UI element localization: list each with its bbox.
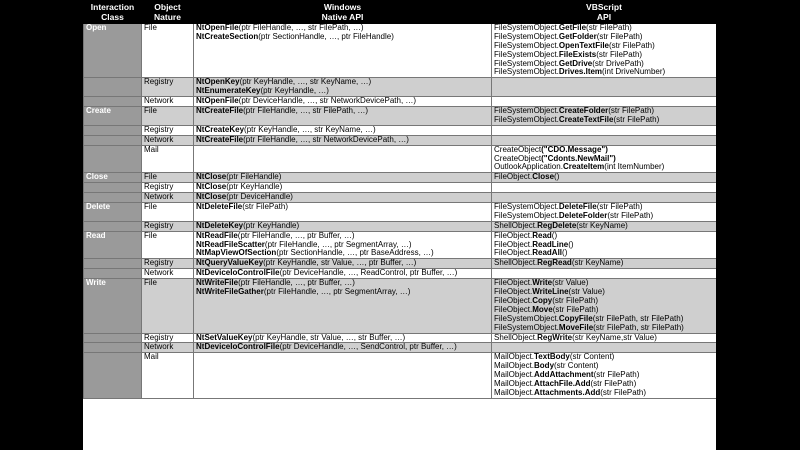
api-object: FileSystemObject. <box>494 322 559 332</box>
table-row <box>84 203 717 222</box>
table-row <box>84 78 717 97</box>
api-object: MailObject. <box>494 352 535 362</box>
header-line: Interaction <box>90 2 135 12</box>
api-arguments: (str FilePath, str FilePath) <box>592 313 684 323</box>
api-arguments: (ptr DeviceHandle, …, str NetworkDevicePath, …) <box>238 96 417 106</box>
api-arguments: (str FilePath) <box>600 387 647 397</box>
vbscript-api-cell <box>492 353 717 398</box>
interaction-class-cell <box>84 259 142 269</box>
api-function-name: NtMapViewOfSection <box>196 248 277 258</box>
windows-native-api-cell <box>194 353 492 398</box>
api-function-name: ReadLine <box>532 239 569 249</box>
api-object: FileSystemObject. <box>494 313 559 323</box>
api-arguments: (str FilePath) <box>613 114 660 124</box>
api-function-name: WriteLine <box>532 287 569 297</box>
table-header <box>84 1 717 24</box>
api-function-name: NtCreateFile <box>196 135 244 144</box>
windows-native-api-cell <box>194 173 492 183</box>
api-object: CreateObject <box>494 153 542 163</box>
api-function-name: MoveFile <box>558 322 594 332</box>
table-row <box>84 221 717 231</box>
api-arguments: (str FilePath) <box>593 370 640 380</box>
object-nature-cell: Registry <box>142 78 194 97</box>
interaction-class-cell <box>84 125 142 135</box>
object-nature-cell: Network <box>142 343 194 353</box>
api-call <box>196 183 490 192</box>
vbscript-api-cell <box>492 221 717 231</box>
api-function-name: NtDeleteFile <box>196 202 243 212</box>
interaction-class-cell <box>84 343 142 353</box>
windows-native-api-cell <box>194 145 492 173</box>
api-object: FileObject. <box>494 248 533 258</box>
api-function-name: RegWrite <box>537 333 573 342</box>
windows-native-api-cell <box>194 135 492 145</box>
vbscript-api-cell <box>492 24 717 78</box>
api-arguments: (ptr KeyHandle, str Value, …, ptr Buffer, …) <box>263 258 417 268</box>
api-function-name: NtCreateSection <box>196 31 259 41</box>
api-function-name: CreateFolder <box>558 106 609 116</box>
api-function-name: OpenTextFile <box>558 40 609 50</box>
api-function-name: NtOpenKey <box>196 77 240 87</box>
header-line: Object <box>154 2 181 12</box>
windows-native-api-cell <box>194 97 492 107</box>
api-function-name: Move <box>532 304 553 314</box>
api-object: ShellObject. <box>494 333 538 342</box>
api-object: FileObject. <box>494 304 533 314</box>
api-call <box>196 173 490 182</box>
vbscript-api-cell <box>492 145 717 173</box>
windows-native-api-cell <box>194 78 492 97</box>
api-arguments: (str KeyName) <box>576 221 628 230</box>
api-function-name: ("CDO.Message") <box>541 145 608 154</box>
windows-native-api-cell <box>194 107 492 126</box>
api-function-name: GetFile <box>558 23 587 32</box>
interaction-class-cell <box>84 135 142 145</box>
api-call <box>494 212 715 221</box>
api-arguments: () <box>551 231 558 240</box>
object-nature-cell: Mail <box>142 145 194 173</box>
api-arguments: (ptr DeviceHandle, …, ReadControl, ptr Buffer, …) <box>279 268 458 278</box>
object-nature-cell: Network <box>142 135 194 145</box>
api-arguments: (str FilePath) <box>552 295 599 305</box>
api-call <box>494 68 715 77</box>
vbscript-api-cell <box>492 269 717 279</box>
api-arguments: (str Content) <box>554 361 599 371</box>
interaction-class-cell <box>84 145 142 173</box>
vbscript-api-cell <box>492 231 717 259</box>
api-function-name: CreateItem <box>562 162 605 172</box>
api-object: MailObject. <box>494 361 535 371</box>
api-function-name: TextBody <box>534 352 570 362</box>
api-call <box>196 203 490 212</box>
api-call <box>196 136 490 145</box>
api-arguments: (str FilePath) <box>552 304 599 314</box>
api-object: FileSystemObject. <box>494 210 559 220</box>
api-function-name: GetFolder <box>558 31 597 41</box>
object-nature-cell: File <box>142 173 194 183</box>
object-nature-cell: File <box>142 107 194 126</box>
interaction-class-cell: Write <box>84 279 142 333</box>
api-function-name: NtDeviceIoControlFile <box>196 268 280 278</box>
table-body <box>84 24 717 399</box>
api-function-name: Copy <box>532 295 553 305</box>
api-arguments: (ptr KeyHandle) <box>226 182 283 192</box>
api-function-name: NtClose <box>196 172 227 182</box>
windows-native-api-cell <box>194 269 492 279</box>
api-arguments: (str FilePath) <box>596 31 643 41</box>
vbscript-api-cell <box>492 279 717 333</box>
api-function-name: NtQueryValueKey <box>196 258 264 268</box>
vbscript-api-cell <box>492 183 717 193</box>
api-arguments: (ptr FileHandle) <box>226 172 282 182</box>
table-row <box>84 259 717 269</box>
api-function-name: DeleteFolder <box>558 210 608 220</box>
api-function-name: Drives.Item <box>558 67 603 77</box>
table-row <box>84 183 717 193</box>
api-arguments: (ptr SectionHandle, …, ptr BaseAddress, …) <box>276 248 434 258</box>
object-nature-cell: Registry <box>142 221 194 231</box>
api-call <box>196 126 490 135</box>
vbscript-api-cell <box>492 333 717 343</box>
vbscript-api-cell <box>492 259 717 269</box>
api-function-name: NtCreateKey <box>196 125 245 134</box>
api-arguments: (str Content) <box>569 352 615 362</box>
api-object: MailObject. <box>494 379 535 389</box>
api-arguments: (ptr FileHandle, …, ptr SegmentArray, …) <box>263 287 411 297</box>
api-arguments: () <box>562 248 568 258</box>
table-row <box>84 269 717 279</box>
api-arguments: () <box>568 239 574 249</box>
vbscript-api-cell <box>492 203 717 222</box>
api-object: FileObject. <box>494 295 533 305</box>
api-arguments: (ptr DeviceHandle, …, SendControl, ptr Buffer, …) <box>279 342 457 352</box>
windows-native-api-cell <box>194 125 492 135</box>
api-function-name: CreateTextFile <box>558 114 614 124</box>
api-function-name: Body <box>534 361 555 371</box>
object-nature-cell: File <box>142 24 194 78</box>
windows-native-api-cell <box>194 203 492 222</box>
windows-native-api-cell <box>194 279 492 333</box>
vbscript-api-cell <box>492 97 717 107</box>
api-call <box>196 288 490 297</box>
windows-native-api-cell <box>194 343 492 353</box>
table-row <box>84 125 717 135</box>
vbscript-api-cell <box>492 193 717 203</box>
api-function-name: Read <box>532 231 552 240</box>
api-object: CreateObject <box>494 145 542 154</box>
api-object: FileObject. <box>494 287 533 297</box>
api-arguments: (ptr DeviceHandle) <box>226 192 293 202</box>
header-line: Windows <box>323 2 362 12</box>
interaction-class-cell: Delete <box>84 203 142 222</box>
object-nature-cell: Registry <box>142 125 194 135</box>
header-line: API <box>596 12 612 22</box>
api-object: FileSystemObject. <box>494 202 559 212</box>
api-function-name: DeleteFile <box>558 202 597 212</box>
api-arguments: (str FilePath) <box>608 106 655 116</box>
api-object: FileObject. <box>494 231 533 240</box>
api-object: FileSystemObject. <box>494 67 559 77</box>
table-row <box>84 135 717 145</box>
header-windows-native-api <box>194 1 492 24</box>
interaction-class-cell: Open <box>84 24 142 78</box>
vbscript-api-cell <box>492 343 717 353</box>
object-nature-cell: Registry <box>142 183 194 193</box>
api-call <box>196 33 490 42</box>
api-arguments: (ptr FileHandle, …, ptr SegmentArray, …) <box>264 239 412 249</box>
api-object: FileSystemObject. <box>494 49 559 59</box>
api-call <box>196 249 490 258</box>
api-function-name: Close <box>532 172 555 182</box>
api-arguments: (str FilePath) <box>607 210 654 220</box>
api-arguments: (ptr FileHandle, …, str FilePath, …) <box>243 106 369 116</box>
windows-native-api-cell <box>194 231 492 259</box>
interaction-class-cell <box>84 333 142 343</box>
api-arguments: (str Value) <box>552 278 589 288</box>
api-call <box>196 193 490 202</box>
api-function-name: Attachments.Add <box>534 387 601 397</box>
vbscript-api-cell <box>492 135 717 145</box>
header-object-nature <box>142 1 194 24</box>
api-call <box>494 324 715 333</box>
api-call <box>494 389 715 398</box>
api-function-name: Write <box>532 278 553 288</box>
api-function-name: NtWriteFile <box>196 278 239 288</box>
table-row <box>84 107 717 126</box>
table-row <box>84 231 717 259</box>
api-arguments: (ptr KeyHandle, …, str KeyName, …) <box>244 125 376 134</box>
windows-native-api-cell <box>194 259 492 269</box>
interaction-class-cell <box>84 97 142 107</box>
api-arguments: (str KeyName,str Value) <box>572 333 657 342</box>
table-row <box>84 24 717 78</box>
interaction-class-cell <box>84 78 142 97</box>
vbscript-api-cell <box>492 107 717 126</box>
api-arguments: (int DriveNumber) <box>602 67 666 77</box>
api-call <box>494 173 715 182</box>
api-object: FileSystemObject. <box>494 23 559 32</box>
object-nature-cell: File <box>142 279 194 333</box>
api-function-name: NtReadFileScatter <box>196 239 265 249</box>
table-row <box>84 145 717 173</box>
object-nature-cell: File <box>142 231 194 259</box>
windows-native-api-cell <box>194 24 492 78</box>
api-function-name: FileExists <box>558 49 597 59</box>
api-arguments: (str FilePath) <box>596 49 643 59</box>
api-call <box>196 87 490 96</box>
api-function-name: NtEnumerateKey <box>196 86 261 96</box>
vbscript-api-cell <box>492 173 717 183</box>
object-nature-cell: File <box>142 203 194 222</box>
object-nature-cell: Mail <box>142 353 194 398</box>
api-object: ShellObject. <box>494 258 538 268</box>
api-function-name: ReadAll <box>532 248 563 258</box>
api-object: OutlookApplication. <box>494 162 563 172</box>
table-row <box>84 333 717 343</box>
api-function-name: CopyFile <box>558 313 593 323</box>
interaction-class-cell: Create <box>84 107 142 126</box>
api-arguments: (str Value) <box>568 287 605 297</box>
table-row <box>84 353 717 398</box>
object-nature-cell: Registry <box>142 333 194 343</box>
api-object: FileSystemObject. <box>494 40 559 50</box>
api-arguments: (int ItemNumber) <box>604 162 665 172</box>
header-interaction-class <box>84 1 142 24</box>
api-function-name: NtOpenFile <box>196 96 239 106</box>
api-call <box>196 97 490 106</box>
api-object: FileSystemObject. <box>494 31 559 41</box>
api-call <box>494 163 715 172</box>
api-object: MailObject. <box>494 387 535 397</box>
api-arguments: (str FilePath) <box>609 40 655 50</box>
api-object: FileObject. <box>494 278 533 288</box>
api-function-name: RegDelete <box>537 221 577 230</box>
table-row <box>84 343 717 353</box>
api-arguments: (str FilePath, str FilePath) <box>593 322 684 332</box>
api-arguments: (ptr SectionHandle, …, ptr FileHandle) <box>258 31 394 41</box>
header-line: Native API <box>321 12 364 22</box>
header-line: VBScript <box>586 2 622 12</box>
windows-native-api-cell <box>194 193 492 203</box>
object-nature-cell: Network <box>142 193 194 203</box>
api-function-name: AddAttachment <box>534 370 594 380</box>
api-call <box>196 259 490 268</box>
api-object: ShellObject. <box>494 221 538 230</box>
vbscript-api-cell <box>492 78 717 97</box>
api-arguments: (str FilePath) <box>596 202 643 212</box>
api-object: MailObject. <box>494 370 535 380</box>
header-line: Class <box>101 12 124 22</box>
api-function-name: NtDeviceIoControlFile <box>196 342 280 352</box>
api-function-name: NtSetValueKey <box>196 333 253 342</box>
api-arguments: (ptr KeyHandle, …, str KeyName, …) <box>239 77 372 87</box>
windows-native-api-cell <box>194 333 492 343</box>
windows-native-api-cell <box>194 183 492 193</box>
api-function-name: NtReadFile <box>196 231 238 240</box>
interaction-class-cell <box>84 269 142 279</box>
api-arguments: () <box>554 172 560 182</box>
interaction-class-cell <box>84 353 142 398</box>
api-function-name: RegRead <box>537 258 572 268</box>
interaction-class-cell: Close <box>84 173 142 183</box>
api-arguments: (str FilePath) <box>590 379 637 389</box>
api-call <box>494 116 715 125</box>
table-row <box>84 173 717 183</box>
interaction-class-cell: Read <box>84 231 142 259</box>
table-row <box>84 97 717 107</box>
api-function-name: NtClose <box>196 182 227 192</box>
api-function-name: NtCreateFile <box>196 106 244 116</box>
object-nature-cell: Registry <box>142 259 194 269</box>
api-object: FileSystemObject. <box>494 58 559 68</box>
api-function-name: NtOpenFile <box>196 23 239 32</box>
api-arguments: (ptr FileHandle, …, ptr Buffer, …) <box>237 231 355 240</box>
interaction-class-cell <box>84 221 142 231</box>
interaction-class-cell <box>84 183 142 193</box>
header-line: Nature <box>154 12 181 22</box>
api-arguments: (str KeyName) <box>571 258 624 268</box>
api-mapping-document <box>83 0 716 450</box>
object-nature-cell: Network <box>142 97 194 107</box>
api-arguments: (str DrivePath) <box>592 58 644 68</box>
api-function-name: AttachFile.Add <box>534 379 591 389</box>
api-arguments: (ptr FileHandle, …, str FilePath, …) <box>238 23 364 32</box>
object-nature-cell: Network <box>142 269 194 279</box>
api-call <box>494 259 715 268</box>
api-arguments: (str FilePath) <box>242 202 289 212</box>
api-arguments: (ptr KeyHandle, …) <box>260 86 329 96</box>
api-call <box>196 222 490 231</box>
api-function-name: NtClose <box>196 192 227 202</box>
api-arguments: (ptr FileHandle, …, str NetworkDevicePath, …) <box>243 135 409 144</box>
api-function-name: NtDeleteKey <box>196 221 244 230</box>
api-object: FileObject. <box>494 172 533 182</box>
api-call <box>494 249 715 258</box>
api-call <box>196 334 490 343</box>
table-row <box>84 193 717 203</box>
table-row <box>84 279 717 333</box>
api-mapping-table <box>83 0 716 399</box>
api-function-name: NtWriteFileGather <box>196 287 264 297</box>
api-arguments: (ptr FileHandle, …, ptr Buffer, …) <box>238 278 355 288</box>
api-call <box>196 107 490 116</box>
windows-native-api-cell <box>194 221 492 231</box>
api-arguments: (str FilePath) <box>586 23 632 32</box>
api-arguments: (ptr KeyHandle) <box>243 221 300 230</box>
api-arguments: (ptr KeyHandle, str Value, …, str Buffer, …) <box>252 333 406 342</box>
api-call <box>494 222 715 231</box>
api-object: FileSystemObject. <box>494 114 559 124</box>
vbscript-api-cell <box>492 125 717 135</box>
api-call <box>196 269 490 278</box>
api-object: FileObject. <box>494 239 533 249</box>
api-function-name: ("Cdonts.NewMail") <box>541 153 616 163</box>
api-function-name: GetDrive <box>558 58 593 68</box>
api-call <box>494 334 715 343</box>
api-object: FileSystemObject. <box>494 106 559 116</box>
header-vbscript-api <box>492 1 717 24</box>
api-call <box>196 343 490 352</box>
interaction-class-cell <box>84 193 142 203</box>
